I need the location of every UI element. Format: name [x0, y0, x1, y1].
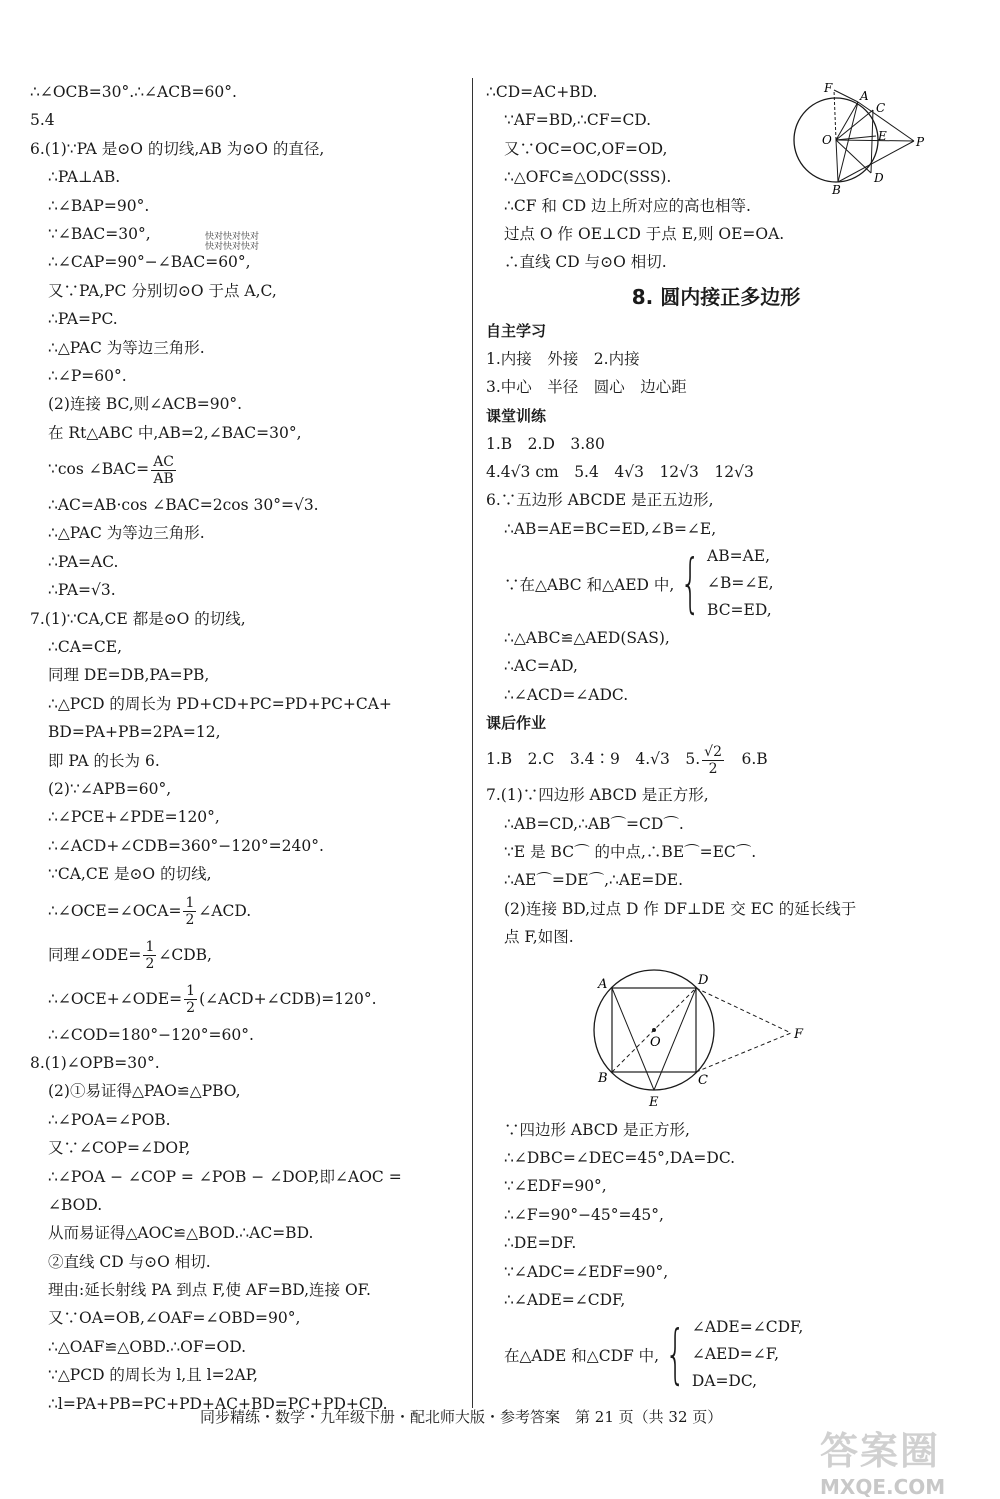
svg-text:F: F	[794, 1026, 804, 1042]
page-footer: 同步精练・数学・九年级下册・配北师大版・参考答案 第 21 页（共 32 页）	[200, 1408, 723, 1426]
text-line: ∴∠DBC=∠DEC=45°,DA=DC.	[504, 1148, 736, 1167]
svg-text:E: E	[649, 1094, 659, 1110]
text-line: ∴∠F=90°−45°=45°,	[504, 1205, 664, 1224]
text-line: 5.4	[30, 111, 55, 130]
text-line: ∴△OAF≌△OBD.∴OF=OD.	[48, 1337, 247, 1356]
text-line: ∠ADE=∠CDF,	[691, 1318, 804, 1337]
tangent-circle-figure	[778, 78, 928, 198]
fraction: $\frac{1}{2}$	[185, 895, 195, 929]
text-line: 又∵PA,PC 分别切⊙O 于点 A,C,	[48, 281, 277, 300]
text-line: ∴直线 CD 与⊙O 相切.	[504, 253, 667, 272]
square-circle-figure	[586, 960, 826, 1110]
text-line: ∵△PCD 的周长为 l,且 l=2AP,	[48, 1366, 258, 1385]
text-line: ∴∠POA − ∠COP = ∠POB − ∠DOP,即∠AOC =	[48, 1167, 402, 1186]
svg-text:C: C	[876, 101, 886, 115]
subheading: 自主学习	[486, 321, 547, 340]
svg-text:O: O	[650, 1034, 661, 1050]
text-line: ∴∠ACD+∠CDB=360°−120°=240°.	[48, 836, 324, 855]
text-line: 过点 O 作 OE⊥CD 于点 E,则 OE=OA.	[504, 224, 785, 243]
text-line: 3.中心 半径 圆心 边心距	[486, 378, 687, 397]
svg-text:C: C	[698, 1072, 708, 1088]
text-line: 点 F,如图.	[504, 928, 574, 947]
text-line: ∵E 是 BC⌒ 的中点,∴BE⌒=EC⌒.	[504, 843, 757, 862]
fraction-line: ∵cos ∠BAC= $\frac{AC}{AB}$	[48, 453, 175, 487]
text-line: ∴∠POA=∠POB.	[48, 1110, 171, 1129]
text-line: ∴AB=CD,∴AB⌒=CD⌒.	[504, 814, 684, 833]
text-line: ∴PA=PC.	[48, 310, 118, 329]
fraction: $\frac{AC}{AB}$	[153, 453, 175, 487]
text-line: ∴∠BAP=90°.	[48, 196, 150, 215]
svg-text:B: B	[598, 1070, 608, 1086]
fraction-line: 1.B 2.C 3.4∶9 4.√3 5. $\frac{√2}{2}$ 6.B	[486, 743, 768, 777]
text-line: ∴l=PA+PB=PC+PD+AC+BD=PC+PD+CD.	[48, 1394, 388, 1413]
svg-text:A: A	[598, 976, 608, 992]
text-line: ∴CA=CE,	[48, 638, 123, 657]
text-line: 同理 DE=DB,PA=PB,	[48, 666, 210, 685]
text-line: 从而易证得△AOC≌△BOD.∴AC=BD.	[48, 1224, 314, 1243]
text-line: 又∵OC=OC,OF=OD,	[504, 139, 668, 158]
text-line: ∠BOD.	[48, 1195, 103, 1214]
text-line: ∴∠ACD=∠ADC.	[504, 685, 629, 704]
right-column	[486, 78, 946, 1395]
fraction-line: ∴∠OCE+∠ODE= $\frac{1}{2}$ (∠ACD+∠CDB)=120°.	[48, 983, 377, 1017]
text-line: ∴AE⌒=DE⌒,∴AE=DE.	[504, 871, 684, 890]
text-line: ∵四边形 ABCD 是正方形,	[504, 1120, 690, 1139]
text-line: ∴∠P=60°.	[48, 366, 127, 385]
text-line: ∴PA⊥AB.	[48, 168, 121, 187]
text-line: ∴PA=AC.	[48, 552, 119, 571]
text-line: 在 Rt△ABC 中,AB=2,∠BAC=30°,	[48, 423, 302, 442]
svg-text:F: F	[824, 81, 833, 95]
section-title: 8. 圆内接正多边形	[631, 284, 801, 309]
fraction-line: 同理∠ODE= $\frac{1}{2}$ ∠CDB,	[48, 939, 212, 973]
text-line: ∴∠PCE+∠PDE=120°,	[48, 808, 220, 827]
text-line: 6.(1)∵PA 是⊙O 的切线,AB 为⊙O 的直径,	[30, 139, 325, 158]
equation-system: 在△ADE 和△CDF 中, { ∠ADE=∠CDF, ∠AED=∠F, DA=DC,	[486, 1314, 946, 1395]
stamp-text: 快对快对快对 快对快对快对	[205, 232, 260, 252]
text-line: ②直线 CD 与⊙O 相切.	[48, 1252, 211, 1271]
svg-text:D: D	[698, 972, 709, 988]
text-line: ∴AC=AB·cos ∠BAC=2cos 30°=√3.	[48, 496, 319, 515]
text-line: ∴CF 和 CD 边上所对应的高也相等.	[504, 196, 751, 215]
svg-text:B: B	[832, 183, 841, 197]
text-line: 1.内接 外接 2.内接	[486, 349, 640, 368]
text-line: 7.(1)∵CA,CE 都是⊙O 的切线,	[30, 609, 246, 628]
text-line: ∠B=∠E,	[707, 574, 774, 593]
subheading: 课后作业	[486, 714, 547, 733]
text-line: ∴△OFC≌△ODC(SSS).	[504, 168, 672, 187]
text-line: ∵∠ADC=∠EDF=90°,	[504, 1262, 669, 1281]
svg-text:O: O	[822, 133, 832, 147]
text-line: ∴∠OCB=30°.∴∠ACB=60°.	[30, 83, 237, 101]
text-line: ∵∠EDF=90°,	[504, 1177, 607, 1196]
svg-text:D: D	[874, 171, 884, 185]
text-line: ∴AB=AE=BC=ED,∠B=∠E,	[504, 519, 717, 538]
text-line: 又∵OA=OB,∠OAF=∠OBD=90°,	[48, 1309, 301, 1328]
text-line: (2)连接 BC,则∠ACB=90°.	[48, 395, 243, 414]
text-line: ∴PA=√3.	[48, 581, 116, 600]
text-line: ∵∠BAC=30°,	[48, 224, 151, 243]
text-line: BD=PA+PB=2PA=12,	[48, 723, 221, 742]
text-line: 1.B 2.D 3.80	[486, 434, 605, 453]
fraction-line: ∴∠OCE=∠OCA= $\frac{1}{2}$ ∠ACD.	[48, 895, 252, 929]
text-line: ∠AED=∠F,	[691, 1345, 779, 1364]
text-line: 8.(1)∠OPB=30°.	[30, 1053, 160, 1072]
subheading: 课堂训练	[486, 406, 547, 425]
text-line: ∵AF=BD,∴CF=CD.	[504, 111, 652, 130]
text-line: 6.∵五边形 ABCDE 是正五边形,	[486, 491, 714, 510]
text-line: ∴AC=AD,	[504, 657, 578, 676]
text-line: AB=AE,	[707, 547, 771, 566]
text-line: 7.(1)∵四边形 ABCD 是正方形,	[486, 786, 709, 805]
text-line: ∴△ABC≌△AED(SAS),	[504, 629, 670, 648]
text-line: 又∵∠COP=∠DOP,	[48, 1139, 191, 1158]
svg-text:E: E	[878, 129, 887, 143]
text-line: ∵CA,CE 是⊙O 的切线,	[48, 865, 212, 884]
column-divider	[472, 78, 473, 1408]
svg-text:A: A	[860, 89, 869, 103]
text-line: DA=DC,	[691, 1372, 758, 1391]
text-line: 即 PA 的长为 6.	[48, 751, 160, 770]
brace: {	[665, 1317, 686, 1392]
text-line: ∴∠ADE=∠CDF,	[504, 1290, 626, 1309]
text-line: ∴△PCD 的周长为 PD+CD+PC=PD+PC+CA+	[48, 694, 392, 713]
text-line: (2)①易证得△PAO≌△PBO,	[48, 1082, 241, 1101]
text-line: ∴△PAC 为等边三角形.	[48, 338, 205, 357]
svg-text:P: P	[916, 135, 925, 149]
equation-system: ∵在△ABC 和△AED 中, { AB=AE, ∠B=∠E, BC=ED,	[486, 543, 946, 624]
fraction: $\frac{√2}{2}$	[704, 743, 722, 777]
text-line: 理由:延长射线 PA 到点 F,使 AF=BD,连接 OF.	[48, 1281, 371, 1300]
brace: {	[680, 546, 701, 621]
text-line: ∴△PAC 为等边三角形.	[48, 524, 205, 543]
text-line: 4.4√3 cm 5.4 4√3 12√3 12√3	[486, 462, 754, 481]
text-line: BC=ED,	[707, 601, 772, 620]
fraction: $\frac{1}{2}$	[186, 983, 196, 1017]
text-line: (2)连接 BD,过点 D 作 DF⊥DE 交 EC 的延长线于	[504, 899, 857, 918]
text-line: ∴CD=AC+BD.	[486, 83, 598, 101]
left-column	[30, 78, 462, 1418]
text-line: ∴∠CAP=90°−∠BAC=60°,	[48, 253, 251, 272]
fraction: $\frac{1}{2}$	[145, 939, 155, 973]
text-line: ∴∠COD=180°−120°=60°.	[48, 1025, 254, 1044]
text-line: (2)∵∠APB=60°,	[48, 779, 172, 798]
text-line: ∴DE=DF.	[504, 1234, 577, 1253]
watermark: 答案圈 MXQE.COM	[820, 1429, 946, 1499]
